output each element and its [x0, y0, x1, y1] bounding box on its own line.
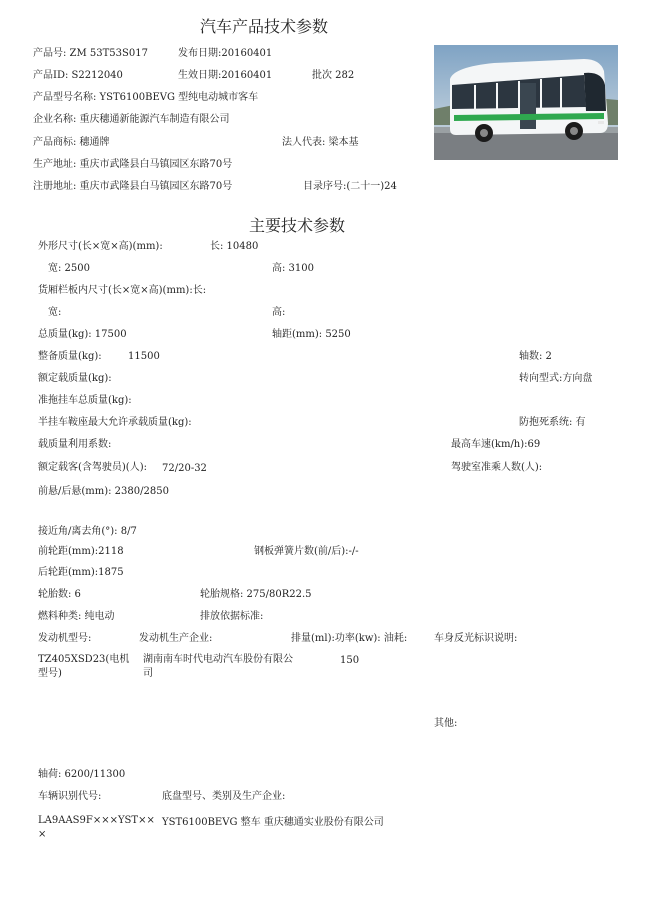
- engine-maker-value: 湖南南车时代电动汽车股份有限公司: [143, 654, 293, 679]
- curb-mass-value: 11500: [128, 351, 160, 362]
- saddle-mass: 半挂车鞍座最大允许承载质量(kg):: [38, 417, 192, 428]
- front-track: 前轮距(mm):2118: [38, 546, 124, 557]
- page-title: 汽车产品技术参数: [200, 17, 329, 36]
- cargo-width: 宽:: [48, 307, 62, 318]
- curb-mass-label: 整备质量(kg):: [38, 351, 102, 362]
- total-mass: 总质量(kg): 17500: [38, 329, 127, 340]
- cargo-dimensions-label: 货厢栏板内尺寸(长×宽×高)(mm):长:: [38, 285, 207, 296]
- chassis-value: YST6100BEVG 整车 重庆穗通实业股份有限公司: [162, 817, 384, 828]
- rated-load: 额定载质量(kg):: [38, 373, 112, 384]
- axle-count: 轴数: 2: [519, 351, 552, 362]
- fuel-type: 燃料种类: 纯电动: [38, 611, 115, 622]
- max-speed: 最高车速(km/h):69: [451, 439, 541, 450]
- leaf-springs: 钢板弹簧片数(前/后):-/-: [254, 546, 359, 557]
- wheelbase: 轴距(mm): 5250: [272, 329, 351, 340]
- overhang: 前悬/后悬(mm): 2380/2850: [38, 486, 169, 497]
- dimensions-label: 外形尺寸(长×宽×高)(mm):: [38, 241, 163, 252]
- other-label: 其他:: [434, 718, 458, 729]
- passengers-label: 额定载客(含驾驶员)(人):: [38, 462, 147, 473]
- tire-count: 轮胎数: 6: [38, 589, 81, 600]
- product-no: 产品号: ZM 53T53S017: [33, 48, 148, 59]
- product-id: 产品ID: S2212040: [33, 70, 123, 81]
- chassis-label: 底盘型号、类别及生产企业:: [162, 791, 286, 802]
- power-value: 150: [340, 655, 360, 666]
- height: 高: 3100: [272, 263, 314, 274]
- bus-photo: [434, 45, 618, 160]
- trailer-mass: 准拖挂车总质量(kg):: [38, 395, 132, 406]
- vin-label: 车辆识别代号:: [38, 791, 102, 802]
- passengers-value: 72/20-32: [162, 463, 207, 474]
- effective-date: 生效日期:20160401: [178, 70, 273, 81]
- engine-model-label: 发动机型号:: [38, 633, 92, 644]
- displacement-power-label: 排量(ml):功率(kw): 油耗:: [291, 633, 408, 644]
- brand: 产品商标: 穗通牌: [33, 137, 110, 148]
- load-factor: 载质量利用系数:: [38, 439, 112, 450]
- company-name: 企业名称: 重庆穗通新能源汽车制造有限公司: [33, 114, 230, 125]
- release-date: 发布日期:20160401: [178, 48, 273, 59]
- engine-model-value: TZ405XSD23(电机型号): [38, 654, 130, 679]
- batch: 批次 282: [312, 70, 355, 81]
- reflective-marking-label: 车身反光标识说明:: [434, 633, 518, 644]
- model-name: 产品型号名称: YST6100BEVG 型纯电动城市客车: [33, 92, 259, 103]
- cab-seats: 驾驶室准乘人数(人):: [451, 462, 543, 473]
- vin-value: LA9AAS9F×××YST×××: [38, 815, 155, 840]
- engine-maker-label: 发动机生产企业:: [139, 633, 213, 644]
- axle-load: 轴荷: 6200/11300: [38, 769, 126, 780]
- rear-track: 后轮距(mm):1875: [38, 567, 124, 578]
- abs-system: 防抱死系统: 有: [519, 417, 586, 428]
- tire-spec: 轮胎规格: 275/80R22.5: [200, 589, 312, 600]
- legal-representative: 法人代表: 梁本基: [282, 137, 359, 148]
- registered-address: 注册地址: 重庆市武隆县白马镇园区东路70号: [33, 181, 233, 192]
- catalog-number: 目录序号:(二十一)24: [303, 181, 397, 192]
- emission-standard: 排放依据标准:: [200, 611, 264, 622]
- steering-type: 转向型式:方向盘: [519, 373, 593, 384]
- width: 宽: 2500: [48, 263, 90, 274]
- production-address: 生产地址: 重庆市武隆县白马镇园区东路70号: [33, 159, 233, 170]
- length: 长: 10480: [210, 241, 259, 252]
- section-title: 主要技术参数: [249, 216, 346, 235]
- cargo-height: 高:: [272, 307, 286, 318]
- approach-departure-angle: 接近角/离去角(°): 8/7: [38, 526, 137, 537]
